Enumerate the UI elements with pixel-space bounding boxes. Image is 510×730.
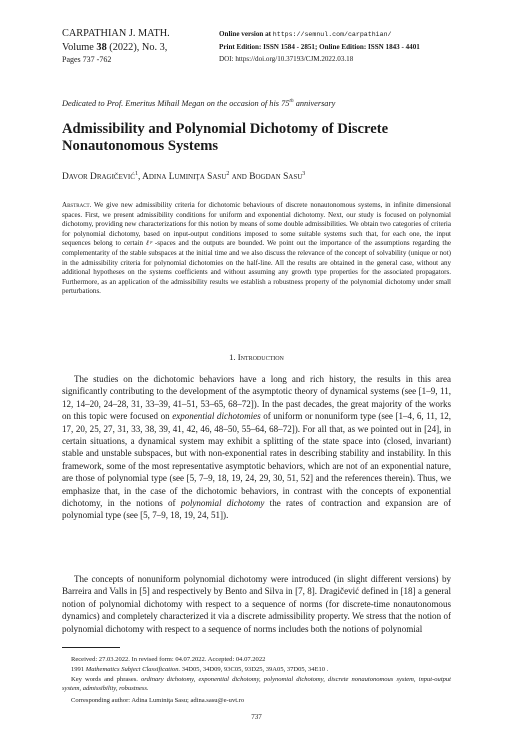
abstract-label: Abstract.	[62, 201, 92, 209]
footnote-divider	[62, 647, 120, 648]
body-paragraph: The studies on the dichotomic behaviors have a long and rich history, the results in this area significantly contributing to the development of the asymptotic theory of dynamical systems (see [1–9, 11, 12, 14–20, 24–28, 31, 33–39, 41–51, 53–65, 68–72]). In the past decades, the great majority of the works on this topic were focused on exponential dichotomies of uniform or nonuniform type (see [1–4, 6, 11, 12, 17, 20, 25, 27, 31, 33, 38, 39, 41, 42, 46, 48–50, 55–64, 68–72]). For all that, as we pointed out in [24], in certain situations, a dynamical system may exhibit a splitting of the state space into (closed, invariant) stable and unstable subspaces, but with non-exponential rates in describing stability and instability. In this framework, some of the most representative asymptotic behaviors, which are not of an exponential nature, are those of polynomial type (see [5, 7–9, 18, 19, 24, 29, 30, 51, 52] and the references therein). Thus, we emphasize that, in the case of the dichotomic behaviors, in contrast with the concepts of exponential dichotomy, in the notions of polynomial dichotomy the rates of contraction and expansion are of polynomial type (see [5, 7–9, 18, 19, 24, 51]).	[62, 374, 452, 521]
section-heading: 1. Introduction	[229, 352, 284, 362]
abstract: Abstract. We give new admissibility criteria for dichotomic behaviours of discrete nonautonomous systems, in infinite dimensional spaces. First, we present admissibility conditions for uniform and exponential dichotomy. Next, our study is focused on polynomial dichotomy, providing new characterizations for this notion by means of some double admissibilities. We obtain two categories of criteria for polynomial dichotomy, based on input-output conditions imposed to some suitable systems such that, for each one, the input sequences belong to certain ℓᵖ -spaces and the outputs are bounded. We point out the importance of the assumptions regarding the complementarity of the stable subspaces at the initial time and we also discuss the relevance of the concept of solvability (unique or not) in the admissibility criteria for polynomial dichotomies on the half-line. All the results are obtained in the general case, without any additional hypotheses on the systems coefficients and without assuming any growth type properties for the associated propagators. Furthermore, as an application of the admissibility results we establish a robustness property of the polynomial dichotomy under small perturbations.	[62, 201, 451, 296]
author-3: Bogdan Sasu	[249, 172, 303, 183]
paper-title: Admissibility and Polynomial Dichotomy of Discrete Nonautonomous Systems	[62, 121, 389, 154]
footnote-msc: 1991 Mathematics Subject Classification. 34D05, 34D09, 93C05, 93D25, 39A05, 37D05, 34E10 .	[71, 666, 329, 673]
issn-line: Print Edition: ISSN 1584 - 2851; Online Edition: ISSN 1843 - 4401	[219, 43, 420, 51]
doi-link[interactable]: DOI: https://doi.org/10.37193/CJM.2022.03.18	[219, 55, 354, 63]
page-number: 737	[251, 713, 262, 721]
journal-name: CARPATHIAN J. MATH.	[62, 28, 170, 39]
journal-pages: Pages 737 -762	[62, 55, 112, 64]
dedication: Dedicated to Prof. Emeritus Mihail Megan on the occasion of his 75th anniversary	[62, 98, 336, 108]
author-2: Adina Luminiţa Sasu	[142, 172, 227, 183]
footnote-keywords: Key words and phrases. ordinary dichotomy, exponential dichotomy, polynomial dichotomy, discrete nonautonomous system, input-output system, admissibility, robustness.	[62, 676, 452, 693]
body-paragraph: The concepts of nonuniform polynomial dichotomy were introduced (in slight different versions) by Barreira and Valls in [5] and respectively by Bento and Silva in [7, 8]. Dragičević defined in [18] a general notion of polynomial dichotomy with respect to a sequence of norms (for discrete-time nonautonomous dynamics) and completely characterized it via a discrete admissibility property. We stress that the notion of polynomial dichotomy with respect to a sequence of norms includes both the notions of polynomial	[62, 574, 451, 634]
author-1: Davor Dragičević	[62, 172, 135, 183]
journal-info	[62, 27, 212, 66]
online-url-link[interactable]: https://semnul.com/carpathian/	[272, 31, 392, 38]
footnote-corresponding-author: Corresponding author: Adina Luminiţa Sasu; adina.sasu@e-uvt.ro	[71, 697, 245, 704]
journal-volume: Volume 38 (2022), No. 3,	[62, 41, 168, 53]
footnote-received: Received: 27.03.2022. In revised form: 04.07.2022. Accepted: 04.07.2022	[71, 656, 266, 663]
publication-info	[219, 28, 479, 65]
online-version: Online version at https://semnul.com/carpathian/	[219, 30, 392, 38]
author-list: Davor Dragičević$^1$, Adina Luminiţa Sasu$^2$ and Bogdan Sasu$^3$	[62, 171, 306, 183]
